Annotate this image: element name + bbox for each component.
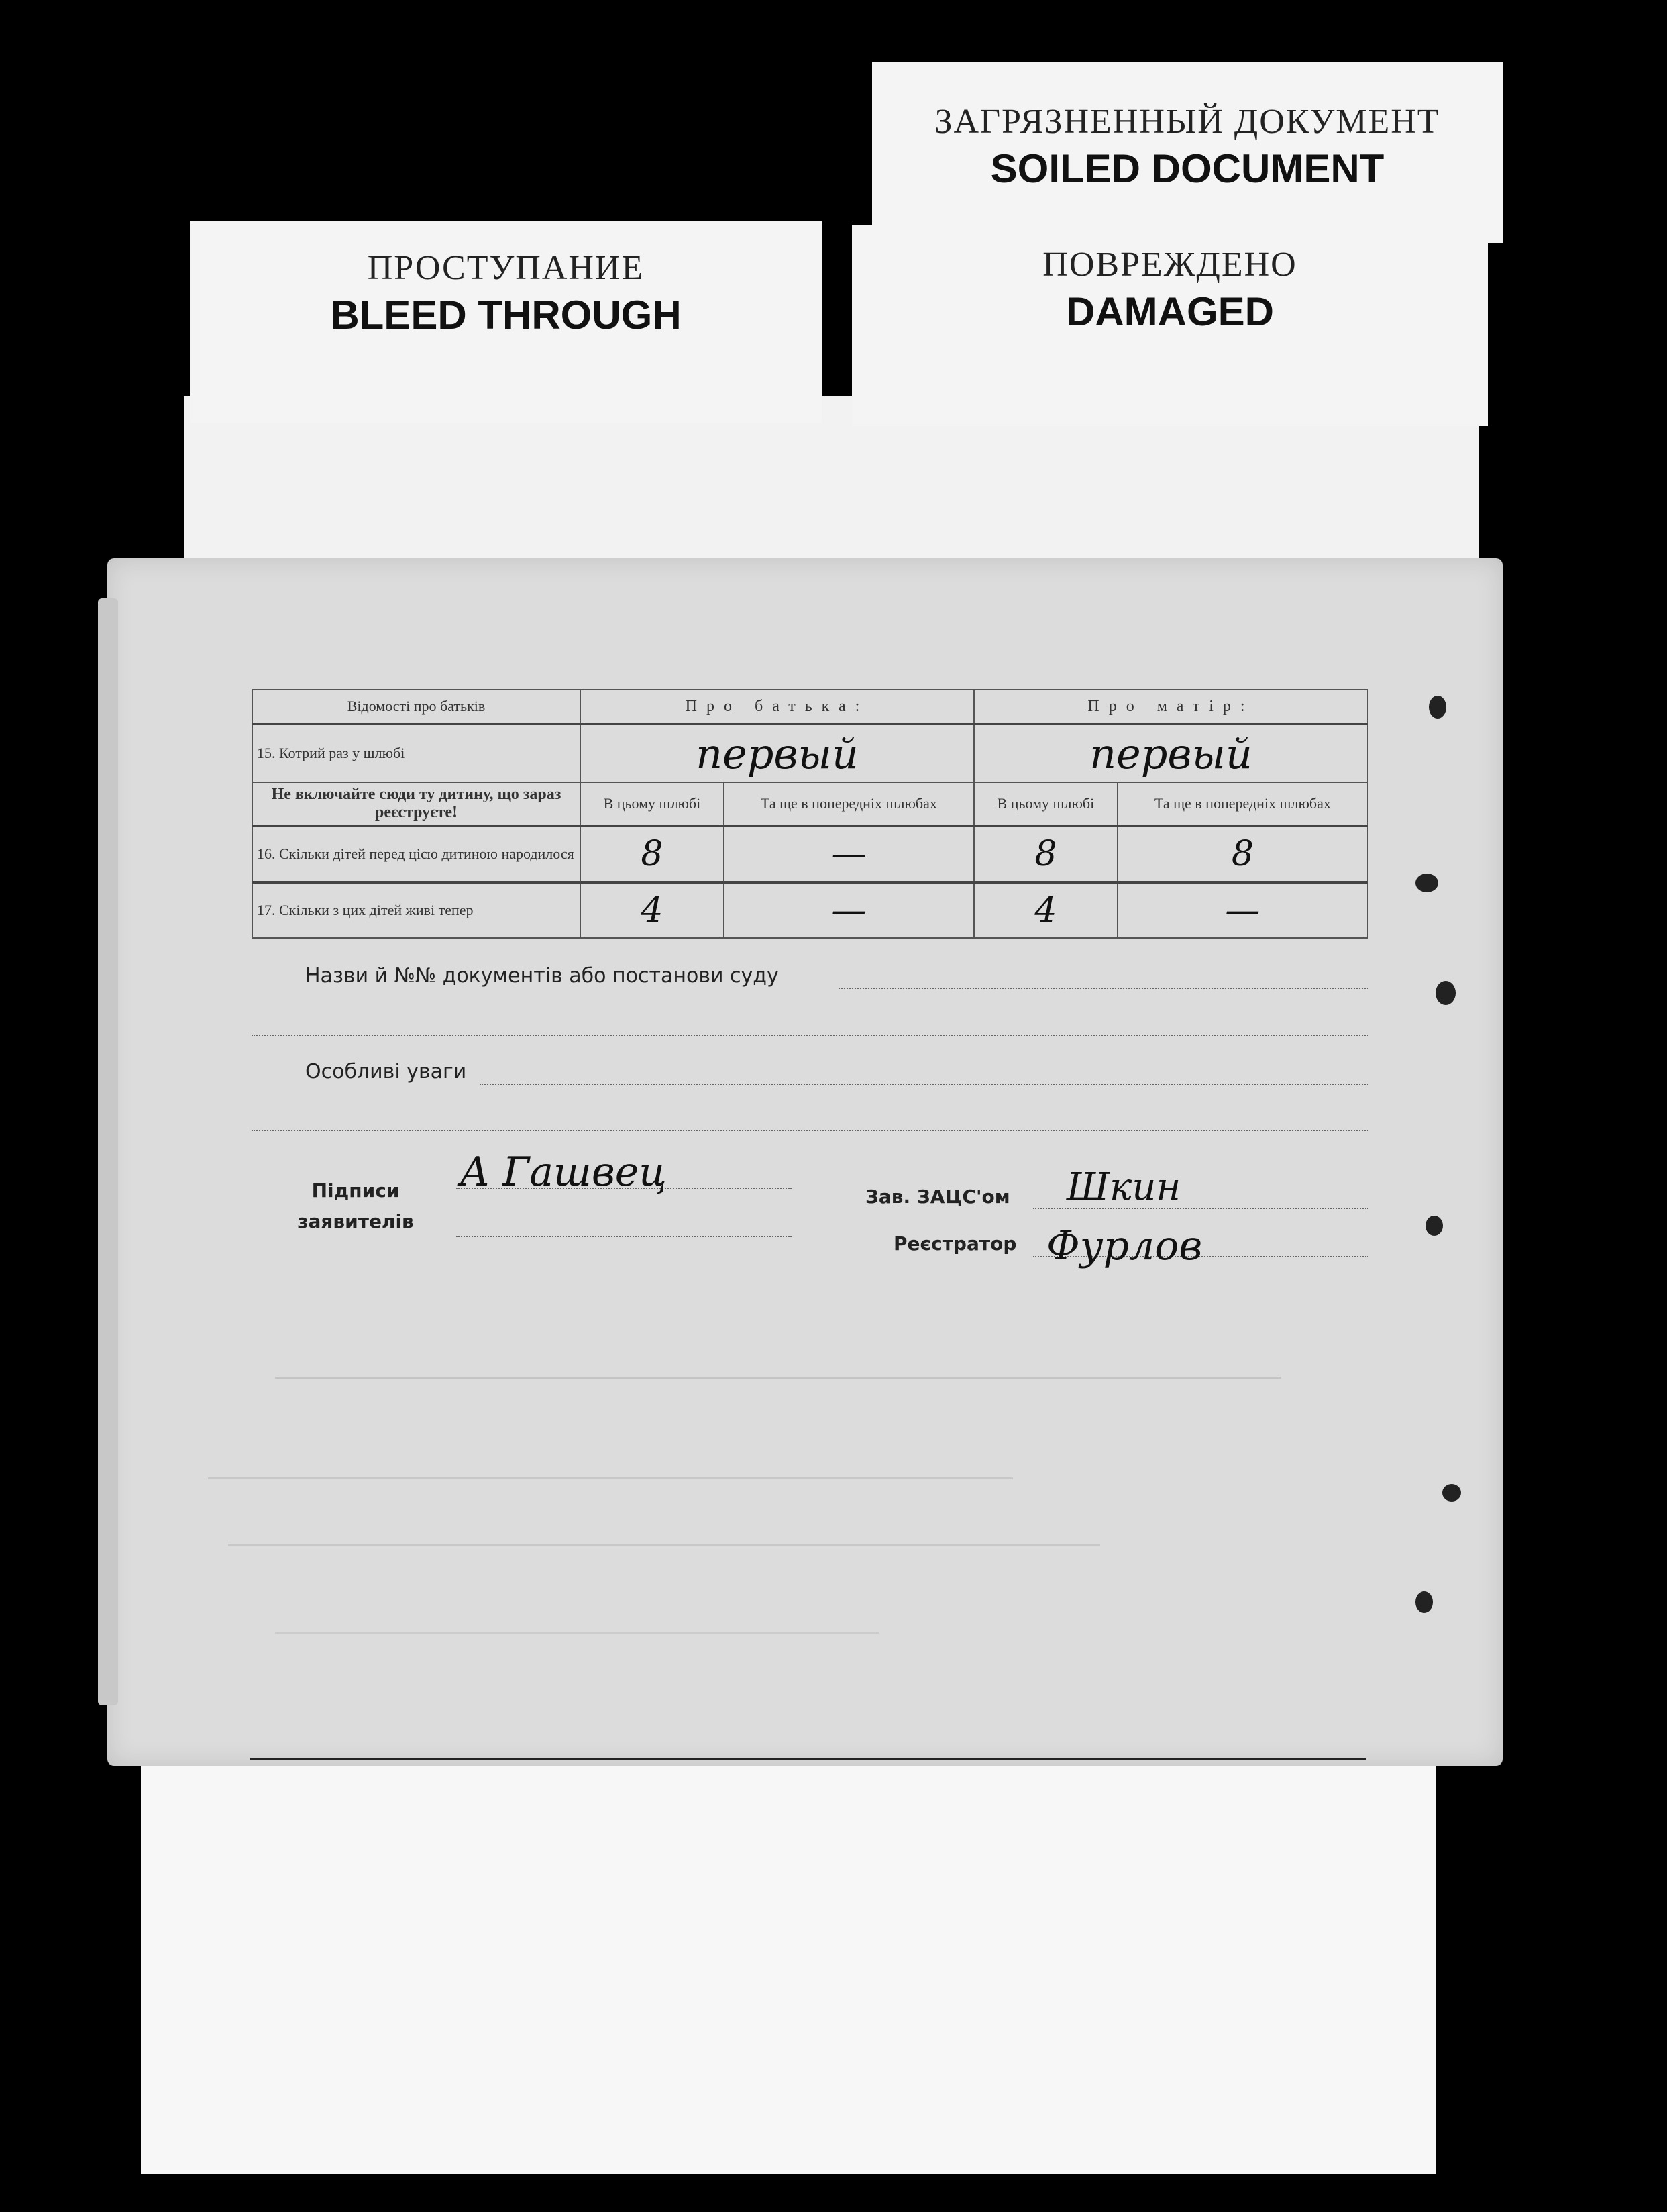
row16-father-prev: — xyxy=(724,826,974,882)
documents-label: Назви й №№ документів або постанови суду xyxy=(305,964,779,988)
applicant-signature: А Гашвец xyxy=(460,1149,667,1196)
registration-form-page xyxy=(107,558,1503,1766)
documents-line-2 xyxy=(252,1035,1368,1036)
row17-father-this: 4 xyxy=(580,882,724,938)
bleed-label-en: BLEED THROUGH xyxy=(330,293,682,337)
damaged-label xyxy=(852,225,1488,426)
table-row-16 xyxy=(252,826,1368,882)
soiled-label-en: SOILED DOCUMENT xyxy=(990,146,1385,191)
row15-label: 15. Котрий раз у шлюбі xyxy=(252,724,580,782)
notes-line-2 xyxy=(252,1130,1368,1131)
row16-mother-this: 8 xyxy=(974,826,1118,882)
row16-father-this: 8 xyxy=(580,826,724,882)
bleed-through-mark-4 xyxy=(275,1605,879,1634)
bleed-through-label xyxy=(190,221,822,423)
ink-stain xyxy=(1436,981,1456,1005)
page-edge xyxy=(98,598,118,1705)
table-row-15 xyxy=(252,724,1368,782)
table-header-info: Відомості про батьків xyxy=(252,690,580,724)
table-row-17 xyxy=(252,882,1368,938)
table-header-mother: Про матір: xyxy=(974,690,1368,724)
ink-stain xyxy=(1426,1216,1443,1236)
head-zags-signature: Шкин xyxy=(1067,1165,1181,1209)
row17-mother-this: 4 xyxy=(974,882,1118,938)
mother-this-marriage-header: В цьому шлюбі xyxy=(974,782,1118,826)
father-previous-header: Та ще в попередніх шлюбах xyxy=(724,782,974,826)
soiled-label-ru: ЗАГРЯЗНЕННЫЙ ДОКУМЕНТ xyxy=(934,103,1440,141)
notes-line-1 xyxy=(480,1084,1368,1085)
ink-stain xyxy=(1415,1591,1433,1613)
parents-info-table xyxy=(252,689,1368,939)
row17-label: 17. Скільки з цих дітей живі тепер xyxy=(252,882,580,938)
exclude-child-note: Не включайте сюди ту дитину, що зараз реєструєте! xyxy=(252,782,580,826)
ink-stain xyxy=(1429,696,1446,719)
head-zags-label: Зав. ЗАЦС'ом xyxy=(865,1186,1010,1208)
mother-previous-header: Та ще в попередніх шлюбах xyxy=(1118,782,1368,826)
blank-sheet-bottom xyxy=(141,1744,1436,2174)
applicant-line-2 xyxy=(456,1236,792,1237)
row17-mother-prev: — xyxy=(1118,882,1368,938)
damaged-label-en: DAMAGED xyxy=(1066,289,1274,334)
father-this-marriage-header: В цьому шлюбі xyxy=(580,782,724,826)
ink-stain xyxy=(1442,1484,1461,1502)
registrar-signature: Фурлов xyxy=(1046,1222,1203,1269)
bleed-through-mark-2 xyxy=(208,1451,1013,1479)
bleed-through-mark-3 xyxy=(228,1518,1100,1546)
bleed-label-ru: ПРОСТУПАНИЕ xyxy=(367,249,645,287)
table-header-father: Про батька: xyxy=(580,690,974,724)
row17-father-prev: — xyxy=(724,882,974,938)
notes-label: Особливі уваги xyxy=(305,1060,467,1084)
row15-father-value: первый xyxy=(580,724,974,782)
table-subheader-row xyxy=(252,782,1368,826)
row16-mother-prev: 8 xyxy=(1118,826,1368,882)
documents-line-1 xyxy=(839,988,1368,989)
registrar-label: Реєстратор xyxy=(894,1232,1017,1255)
applicants-signature-label: Підписи заявителів xyxy=(297,1179,414,1232)
ink-stain xyxy=(1415,874,1438,892)
bottom-rule xyxy=(250,1758,1366,1760)
row15-mother-value: первый xyxy=(974,724,1368,782)
bleed-through-mark-1 xyxy=(275,1350,1281,1379)
row16-label: 16. Скільки дітей перед цією дитиною народилося xyxy=(252,826,580,882)
soiled-document-label xyxy=(872,62,1503,243)
damaged-label-ru: ПОВРЕЖДЕНО xyxy=(1042,246,1297,284)
